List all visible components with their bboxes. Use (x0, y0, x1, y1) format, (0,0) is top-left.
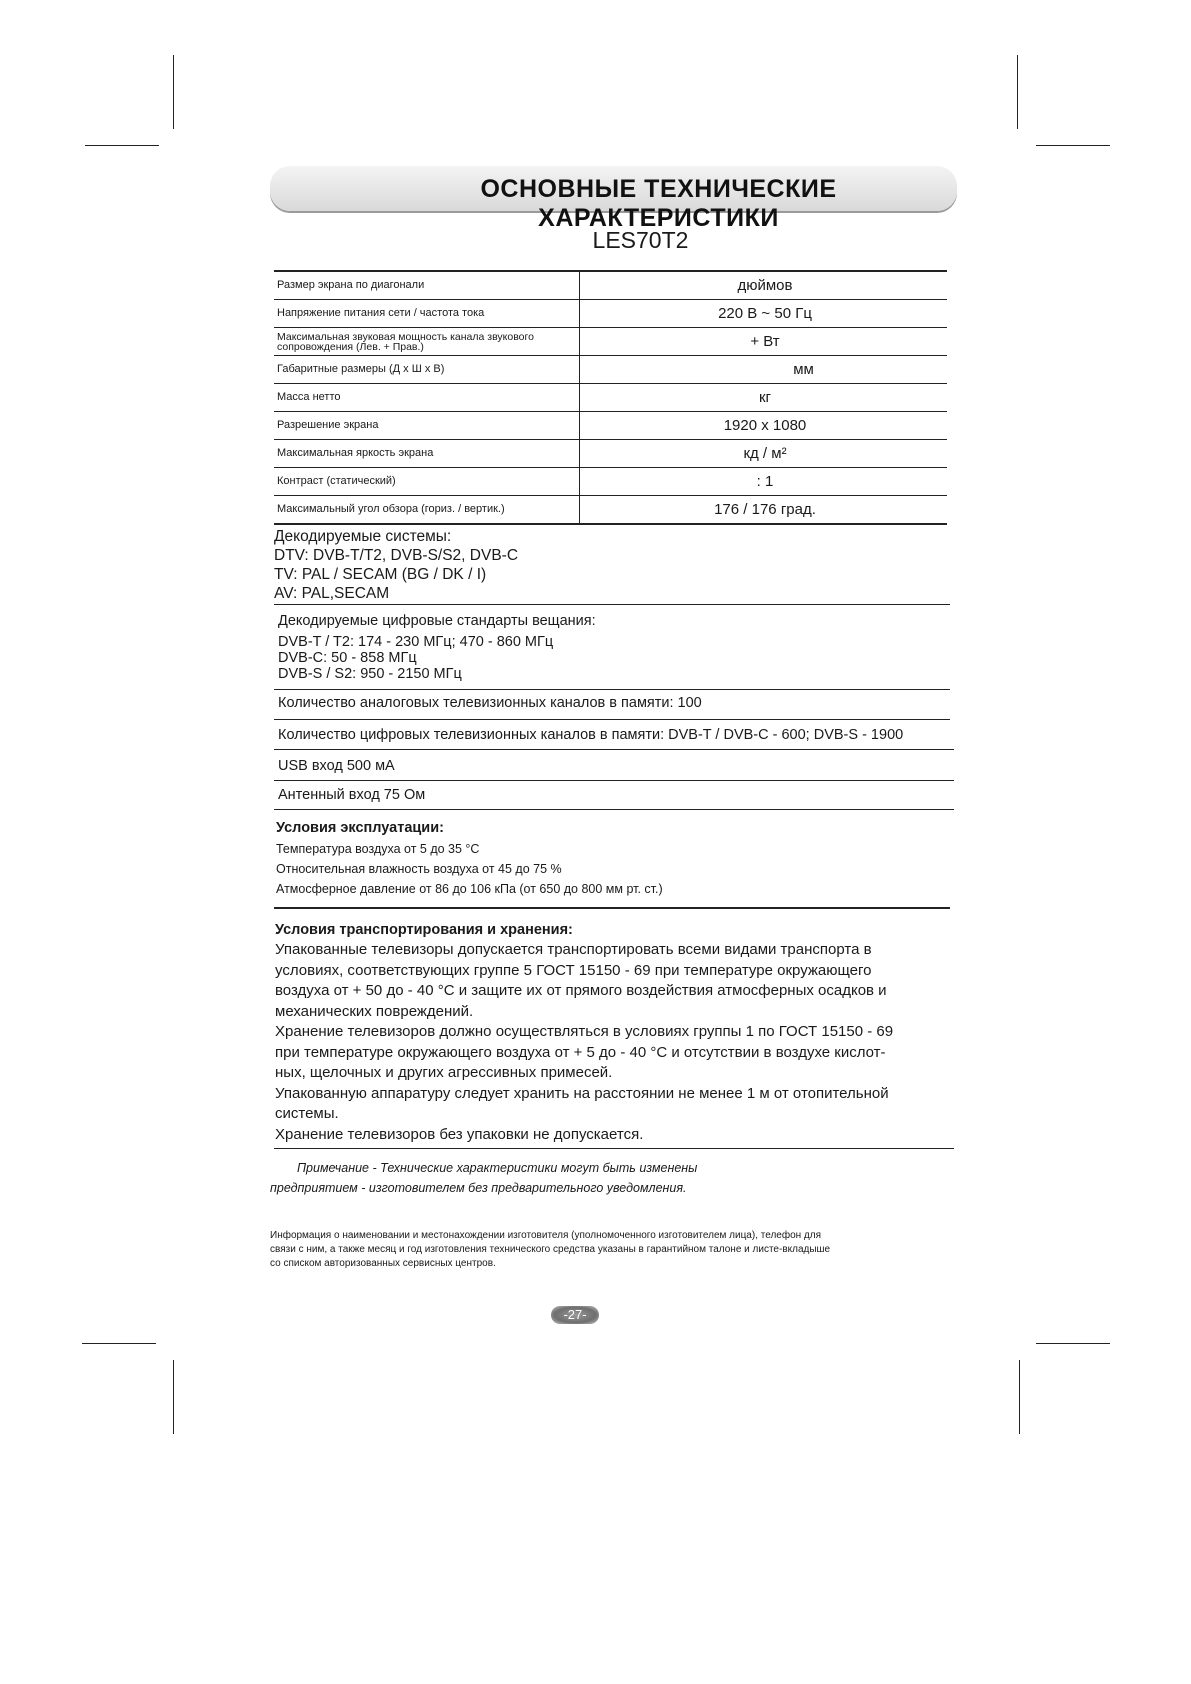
table-row (274, 440, 947, 468)
spec-value: дюймов (580, 271, 948, 300)
divider (274, 1148, 954, 1149)
digital-heading: Декодируемые цифровые стандарты вещания: (278, 613, 596, 629)
systems-section (274, 527, 948, 603)
spec-label: Размер экрана по диагонали (274, 271, 580, 300)
spec-label: Напряжение питания сети / частота тока (274, 300, 580, 328)
transport-line: Хранение телевизоров должно осуществляться в условиях группы 1 по ГОСТ 15150 - 69 (275, 1023, 894, 1040)
specs-table (274, 270, 947, 525)
operating-line: Атмосферное давление от 86 до 106 кПа (от 650 до 800 мм рт. ст.) (276, 882, 663, 896)
table-row (274, 271, 947, 300)
divider (274, 604, 950, 605)
digital-channels: Количество цифровых телевизионных каналов в памяти: DVB-T / DVB-C - 600; DVB-S - 1900 (278, 727, 904, 743)
systems-heading: Декодируемые системы: (274, 528, 452, 545)
transport-section (275, 920, 955, 1145)
antenna-input: Антенный вход 75 Ом (278, 787, 426, 803)
transport-line: ных, щелочных и других агрессивных примесей. (275, 1064, 613, 1081)
systems-line: AV: PAL,SECAM (274, 585, 390, 602)
spec-label: Масса нетто (274, 384, 580, 412)
info-line: со списком авторизованных сервисных центров. (270, 1258, 496, 1269)
digital-line: DVB-C: 50 - 858 МГц (278, 650, 417, 666)
spec-value: 1920 x 1080 (580, 412, 948, 440)
page-number: -27- (551, 1306, 599, 1324)
note-line: предприятием - изготовителем без предварительного уведомления. (270, 1181, 687, 1195)
spec-label: Габаритные размеры (Д х Ш х В) (274, 356, 580, 384)
spec-value: кд / м² (580, 440, 948, 468)
divider (274, 719, 950, 720)
operating-heading: Условия эксплуатации: (276, 820, 444, 836)
spec-value: + Вт (580, 328, 948, 356)
transport-line: Хранение телевизоров без упаковки не допускается. (275, 1125, 644, 1143)
systems-line: DTV: DVB-T/T2, DVB-S/S2, DVB-C (274, 547, 519, 564)
divider (274, 689, 950, 690)
page-title: ОСНОВНЫЕ ТЕХНИЧЕСКИЕ ХАРАКТЕРИСТИКИ (480, 175, 837, 232)
table-row (274, 384, 947, 412)
operating-line: Температура воздуха от 5 до 35 °С (276, 842, 480, 856)
spec-label: Максимальный угол обзора (гориз. / вертик.) (274, 496, 580, 525)
note-line: Примечание - Технические характеристики могут быть изменены (297, 1161, 698, 1175)
transport-line: воздуха от + 50 до - 40 °С и защите их от прямого воздействия атмосферных осадков и (275, 982, 887, 999)
digital-line: DVB-T / T2: 174 - 230 МГц; 470 - 860 МГц (278, 634, 554, 650)
spec-value: 220 В ~ 50 Гц (580, 300, 948, 328)
usb-input: USB вход 500 мА (278, 758, 395, 774)
spec-value: мм (580, 356, 948, 384)
note (270, 1158, 910, 1198)
title-banner (270, 166, 957, 232)
transport-line: механических повреждений. (275, 1002, 474, 1020)
operating-line: Относительная влажность воздуха от 45 до 75 % (276, 862, 562, 876)
info-line: связи с ним, а также месяц и год изготовления технического средства указаны в гарантийном талоне и листе-вкладыше (270, 1244, 831, 1255)
crop-mark (173, 55, 174, 129)
crop-mark (82, 1343, 156, 1344)
spec-label: Максимальная яркость экрана (274, 440, 580, 468)
info-line: Информация о наименовании и местонахождении изготовителя (уполномоченного изготовителем лица), телефон для (270, 1230, 822, 1241)
spec-value: 176 / 176 град. (580, 496, 948, 525)
analog-channels: Количество аналоговых телевизионных каналов в памяти: 100 (278, 695, 702, 711)
crop-mark (85, 145, 159, 146)
transport-heading: Условия транспортирования и хранения: (275, 922, 573, 938)
table-row (274, 496, 947, 525)
transport-line: Упакованные телевизоры допускается транспортировать всеми видами транспорта в (275, 941, 872, 958)
crop-mark (1036, 1343, 1110, 1344)
crop-mark (173, 1360, 174, 1434)
divider (274, 780, 954, 781)
crop-mark (1019, 1360, 1020, 1434)
spec-value: : 1 (580, 468, 948, 496)
table-row (274, 468, 947, 496)
spec-label: Разрешение экрана (274, 412, 580, 440)
transport-line: системы. (275, 1105, 339, 1122)
divider (274, 809, 954, 810)
systems-line: TV: PAL / SECAM (BG / DK / I) (274, 566, 487, 583)
transport-line: при температуре окружающего воздуха от + 5 до - 40 °С и отсутствии в воздухе кислот- (275, 1043, 886, 1061)
table-row (274, 300, 947, 328)
crop-mark (1036, 145, 1110, 146)
digital-line: DVB-S / S2: 950 - 2150 МГц (278, 666, 462, 682)
spec-label: Максимальная звуковая мощность канала звукового сопровождения (Лев. + Прав.) (274, 328, 580, 356)
spec-value: кг (580, 384, 948, 412)
table-row (274, 356, 947, 384)
operating-section (276, 817, 950, 899)
digital-section (278, 612, 952, 682)
manufacturer-info (270, 1229, 960, 1271)
model-name: LES70T2 (592, 227, 689, 253)
crop-mark (1017, 55, 1018, 129)
transport-line: Упакованную аппаратуру следует хранить на расстоянии не менее 1 м от отопительной (275, 1084, 889, 1102)
divider (274, 749, 954, 750)
divider (274, 907, 950, 909)
table-row (274, 328, 947, 356)
table-row (274, 412, 947, 440)
spec-label: Контраст (статический) (274, 468, 580, 496)
transport-line: условиях, соответствующих группе 5 ГОСТ 15150 - 69 при температуре окружающего (275, 961, 872, 979)
